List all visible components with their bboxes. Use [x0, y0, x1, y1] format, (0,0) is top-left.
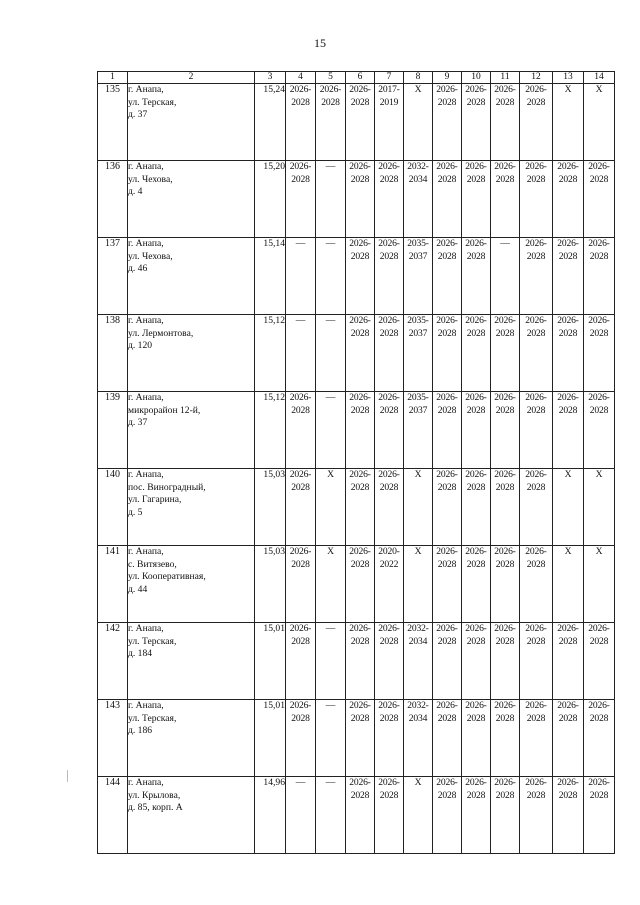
period-cell: 2026- 2028	[553, 238, 584, 315]
address-cell: г. Анапа, ул. Крылова, д. 85, корп. А	[128, 777, 255, 854]
period-cell: 2026- 2028	[584, 315, 615, 392]
period-cell: 2026- 2028	[520, 623, 553, 700]
address-cell: г. Анапа, ул. Чехова, д. 4	[128, 161, 255, 238]
area-cell: 15,20	[255, 161, 286, 238]
period-cell: 2026- 2028	[491, 777, 520, 854]
row-number: 142	[98, 623, 128, 700]
period-cell: 2026- 2028	[286, 546, 316, 623]
period-cell: Х	[316, 546, 346, 623]
period-cell: 2026- 2028	[491, 161, 520, 238]
period-cell: 2026- 2028	[491, 546, 520, 623]
area-cell: 15,01	[255, 623, 286, 700]
period-cell: —	[316, 623, 346, 700]
area-cell: 15,01	[255, 700, 286, 777]
period-cell: Х	[553, 84, 584, 161]
column-header: 13	[553, 72, 584, 84]
period-cell: 2026- 2028	[346, 84, 375, 161]
period-cell: —	[286, 315, 316, 392]
row-number: 140	[98, 469, 128, 546]
period-cell: —	[316, 315, 346, 392]
column-header: 10	[462, 72, 491, 84]
period-cell: 2026- 2028	[520, 315, 553, 392]
period-cell: 2026- 2028	[375, 161, 404, 238]
header-row	[98, 72, 615, 84]
period-cell: —	[491, 238, 520, 315]
period-cell: 2026- 2028	[520, 238, 553, 315]
period-cell: Х	[404, 777, 433, 854]
period-cell: Х	[404, 469, 433, 546]
period-cell: —	[316, 238, 346, 315]
period-cell: 2026- 2028	[520, 84, 553, 161]
period-cell: 2026- 2028	[346, 161, 375, 238]
period-cell: 2026- 2028	[346, 546, 375, 623]
period-cell: Х	[553, 469, 584, 546]
column-header: 11	[491, 72, 520, 84]
address-cell: г. Анапа, ул. Лермонтова, д. 120	[128, 315, 255, 392]
row-number: 136	[98, 161, 128, 238]
schedule-table	[97, 71, 615, 854]
row-number: 138	[98, 315, 128, 392]
period-cell: 2026- 2028	[375, 238, 404, 315]
period-cell: 2026- 2028	[553, 777, 584, 854]
period-cell: 2026- 2028	[462, 700, 491, 777]
period-cell: 2026- 2028	[462, 546, 491, 623]
period-cell: 2032- 2034	[404, 700, 433, 777]
period-cell: 2026- 2028	[462, 469, 491, 546]
column-header: 12	[520, 72, 553, 84]
period-cell: 2032- 2034	[404, 161, 433, 238]
period-cell: 2035- 2037	[404, 315, 433, 392]
period-cell: Х	[553, 546, 584, 623]
period-cell: 2026- 2028	[375, 469, 404, 546]
period-cell: 2026- 2028	[491, 623, 520, 700]
period-cell: 2026- 2028	[375, 315, 404, 392]
period-cell: 2026- 2028	[286, 161, 316, 238]
period-cell: 2026- 2028	[462, 315, 491, 392]
row-number: 144	[98, 777, 128, 854]
period-cell: 2026- 2028	[553, 315, 584, 392]
column-header: 7	[375, 72, 404, 84]
period-cell: 2026- 2028	[491, 469, 520, 546]
period-cell: 2026- 2028	[433, 84, 462, 161]
period-cell: 2026- 2028	[462, 392, 491, 469]
period-cell: Х	[584, 84, 615, 161]
period-cell: 2026- 2028	[346, 623, 375, 700]
period-cell: 2032- 2034	[404, 623, 433, 700]
period-cell: 2026- 2028	[491, 700, 520, 777]
period-cell: 2026- 2028	[553, 161, 584, 238]
period-cell: 2026- 2028	[433, 623, 462, 700]
address-cell: г. Анапа, пос. Виноградный, ул. Гагарина, д. 5	[128, 469, 255, 546]
period-cell: 2035- 2037	[404, 392, 433, 469]
period-cell: 2026- 2028	[462, 161, 491, 238]
area-cell: 15,03	[255, 469, 286, 546]
area-cell: 15,12	[255, 315, 286, 392]
period-cell: 2026- 2028	[584, 238, 615, 315]
column-header: 8	[404, 72, 433, 84]
column-header: 2	[128, 72, 255, 84]
column-header: 1	[98, 72, 128, 84]
period-cell: —	[316, 700, 346, 777]
period-cell: 2026- 2028	[286, 392, 316, 469]
margin-mark	[67, 770, 68, 782]
period-cell: 2026- 2028	[520, 469, 553, 546]
period-cell: 2026- 2028	[433, 315, 462, 392]
period-cell: 2026- 2028	[520, 392, 553, 469]
period-cell: 2026- 2028	[520, 161, 553, 238]
row-number: 143	[98, 700, 128, 777]
period-cell: 2026- 2028	[462, 84, 491, 161]
period-cell: 2026- 2028	[520, 700, 553, 777]
period-cell: 2026- 2028	[584, 623, 615, 700]
column-header: 9	[433, 72, 462, 84]
period-cell: 2035- 2037	[404, 238, 433, 315]
period-cell: 2026- 2028	[346, 700, 375, 777]
period-cell: 2026- 2028	[346, 469, 375, 546]
period-cell: 2026- 2028	[375, 700, 404, 777]
period-cell: 2026- 2028	[584, 777, 615, 854]
period-cell: Х	[584, 469, 615, 546]
period-cell: —	[316, 777, 346, 854]
period-cell: 2026- 2028	[584, 700, 615, 777]
period-cell: 2026- 2028	[286, 623, 316, 700]
column-header: 14	[584, 72, 615, 84]
period-cell: 2026- 2028	[433, 469, 462, 546]
table-row	[98, 777, 615, 854]
period-cell: 2026- 2028	[433, 161, 462, 238]
period-cell: 2026- 2028	[584, 161, 615, 238]
period-cell: 2026- 2028	[433, 392, 462, 469]
address-cell: г. Анапа, ул. Терская, д. 184	[128, 623, 255, 700]
row-number: 141	[98, 546, 128, 623]
period-cell: Х	[404, 546, 433, 623]
period-cell: 2017- 2019	[375, 84, 404, 161]
period-cell: 2026- 2028	[491, 392, 520, 469]
period-cell: 2026- 2028	[346, 238, 375, 315]
column-header: 4	[286, 72, 316, 84]
period-cell: —	[316, 161, 346, 238]
address-cell: г. Анапа, ул. Чехова, д. 46	[128, 238, 255, 315]
area-cell: 15,12	[255, 392, 286, 469]
period-cell: 2026- 2028	[346, 392, 375, 469]
period-cell: 2026- 2028	[375, 777, 404, 854]
area-cell: 15,14	[255, 238, 286, 315]
period-cell: 2026- 2028	[316, 84, 346, 161]
row-number: 139	[98, 392, 128, 469]
table-row	[98, 238, 615, 315]
period-cell: 2026- 2028	[375, 623, 404, 700]
period-cell: Х	[316, 469, 346, 546]
period-cell: 2026- 2028	[346, 315, 375, 392]
table-row	[98, 161, 615, 238]
area-cell: 15,03	[255, 546, 286, 623]
area-cell: 15,24	[255, 84, 286, 161]
period-cell: 2026- 2028	[491, 315, 520, 392]
period-cell: —	[286, 238, 316, 315]
period-cell: 2026- 2028	[433, 777, 462, 854]
table-row	[98, 469, 615, 546]
period-cell: 2026- 2028	[462, 238, 491, 315]
table-row	[98, 546, 615, 623]
period-cell: 2026- 2028	[286, 84, 316, 161]
table-row	[98, 623, 615, 700]
period-cell: 2026- 2028	[433, 546, 462, 623]
period-cell: 2026- 2028	[462, 623, 491, 700]
period-cell: 2026- 2028	[433, 700, 462, 777]
column-header: 6	[346, 72, 375, 84]
address-cell: г. Анапа, микрорайон 12-й, д. 37	[128, 392, 255, 469]
table-row	[98, 84, 615, 161]
period-cell: 2026- 2028	[520, 546, 553, 623]
table-row	[98, 700, 615, 777]
table-row	[98, 392, 615, 469]
period-cell: 2026- 2028	[584, 392, 615, 469]
address-cell: г. Анапа, ул. Терская, д. 186	[128, 700, 255, 777]
table-row	[98, 315, 615, 392]
period-cell: 2026- 2028	[346, 777, 375, 854]
period-cell: —	[316, 392, 346, 469]
period-cell: 2026- 2028	[286, 700, 316, 777]
row-number: 137	[98, 238, 128, 315]
area-cell: 14,96	[255, 777, 286, 854]
period-cell: 2026- 2028	[286, 469, 316, 546]
period-cell: Х	[404, 84, 433, 161]
address-cell: г. Анапа, с. Витязево, ул. Кооперативная, д. 44	[128, 546, 255, 623]
period-cell: Х	[584, 546, 615, 623]
period-cell: 2026- 2028	[520, 777, 553, 854]
column-header: 3	[255, 72, 286, 84]
column-header: 5	[316, 72, 346, 84]
period-cell: 2026- 2028	[553, 700, 584, 777]
period-cell: 2026- 2028	[462, 777, 491, 854]
address-cell: г. Анапа, ул. Терская, д. 37	[128, 84, 255, 161]
row-number: 135	[98, 84, 128, 161]
period-cell: 2026- 2028	[553, 392, 584, 469]
period-cell: 2020- 2022	[375, 546, 404, 623]
period-cell: 2026- 2028	[553, 623, 584, 700]
period-cell: 2026- 2028	[375, 392, 404, 469]
period-cell: —	[286, 777, 316, 854]
period-cell: 2026- 2028	[491, 84, 520, 161]
page-number: 15	[314, 36, 326, 50]
period-cell: 2026- 2028	[433, 238, 462, 315]
